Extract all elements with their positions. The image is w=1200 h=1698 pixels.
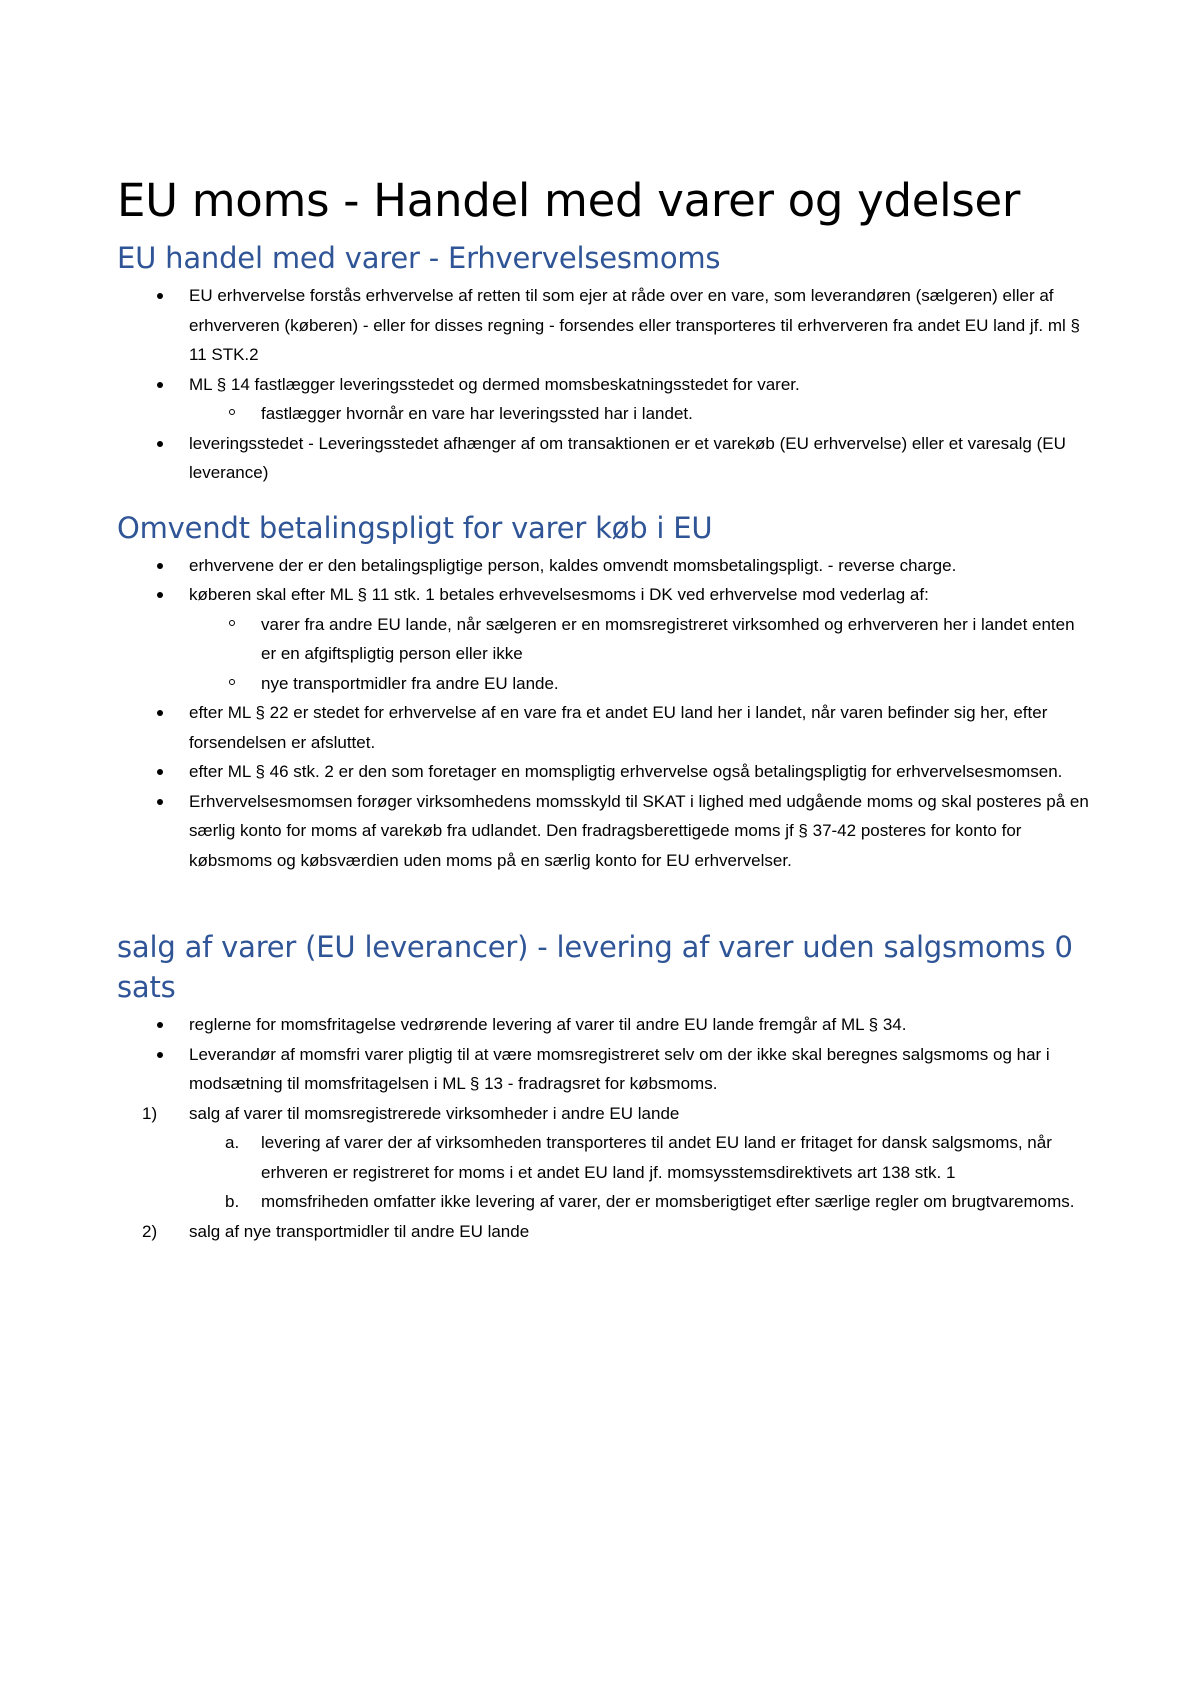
bullet-icon [157,1022,163,1028]
list-item-text: EU erhvervelse forstås erhvervelse af retten til som ejer at råde over en vare, som leverandøren (sælgeren) eller af erhververen (køberen) - eller for disses regning - forsendes eller transporteres til erhververen fra andet EU land jf. ml § 11 STK.2 [189,286,1080,364]
list-item [117,610,1090,669]
section-1-list [117,281,1090,488]
bullet-icon [157,710,163,716]
section-heading-omvendt: Omvendt betalingspligt for varer køb i EU [117,510,713,545]
circle-bullet-icon [229,679,235,685]
list-item-text: levering af varer der af virksomheden transporteres til andet EU land er fritaget for dansk salgsmoms, når erhveren er registreret for moms i et andet EU land jf. momsysstemsdirektivets art 138 stk. 1 [261,1133,1052,1182]
list-item [117,580,1090,610]
list-item [117,1040,1090,1099]
lettered-item [117,1128,1090,1187]
list-item-text: Erhvervelsesmomsen forøger virksomhedens momsskyld til SKAT i lighed med udgående moms og skal posteres på en særlig konto for moms af varekøb fra udlandet. Den fradragsberettigede moms jf § 37-42 posteres for konto for købsmoms og købsværdien uden moms på en særlig konto for EU erhvervelser. [189,791,1089,870]
bullet-icon [157,1052,163,1058]
list-item [117,281,1090,370]
list-item-text: nye transportmidler fra andre EU lande. [261,673,559,693]
list-item [117,698,1090,757]
list-item-text: efter ML § 22 er stedet for erhvervelse af en vare fra et andet EU land her i landet, når varen befinder sig her, efter forsendelsen er afsluttet. [189,703,1048,752]
bullet-icon [157,382,163,388]
list-letter: a. [225,1133,240,1152]
list-number: 1) [142,1103,158,1123]
list-number: 2) [142,1221,158,1241]
list-item-text: ML § 14 fastlægger leveringsstedet og dermed momsbeskatningsstedet for varer. [189,374,800,394]
bullet-icon [157,293,163,299]
list-item-text: salg af nye transportmidler til andre EU lande [189,1221,530,1241]
list-item-text: momsfriheden omfatter ikke levering af varer, der er momsberigtiget efter særlige regler om brugtvaremoms. [261,1192,1075,1211]
section-3-list [117,1010,1090,1246]
list-item-text: varer fra andre EU lande, når sælgeren er en momsregistreret virksomhed og erhververen her i landet enten er en afgiftspligtig person eller ikke [261,614,1075,663]
numbered-item [117,1099,1090,1129]
bullet-icon [157,441,163,447]
list-letter: b. [225,1192,240,1211]
list-item-text: efter ML § 46 stk. 2 er den som foretager en momspligtig erhvervelse også betalingspligtig for erhvervelsesmomsen. [189,762,1063,781]
list-item [117,551,1090,581]
list-item-text: fastlægger hvornår en vare har leveringssted har i landet. [261,404,693,423]
list-item-text: erhvervene der er den betalingspligtige person, kaldes omvendt momsbetalingspligt. - reverse charge. [189,555,957,575]
list-item-text: leveringsstedet - Leveringsstedet afhænger af om transaktionen er et varekøb (EU erhvervelse) eller et varesalg (EU leverance) [189,433,1066,482]
bullet-icon [157,769,163,775]
list-item [117,757,1090,787]
section-2-list [117,551,1090,876]
bullet-icon [157,799,163,805]
document-title: EU moms - Handel med varer og ydelser [117,174,1021,227]
section-heading-salg-af-varer: salg af varer (EU leverancer) - levering af varer uden salgsmoms 0 sats [117,930,1073,1004]
list-item [117,370,1090,400]
circle-bullet-icon [229,620,235,626]
list-item-text: køberen skal efter ML § 11 stk. 1 betales erhvevelsesmoms i DK ved erhvervelse mod vederlag af: [189,585,929,604]
lettered-item [117,1187,1090,1217]
list-item [117,399,1090,429]
list-item [117,669,1090,699]
list-item [117,429,1090,488]
circle-bullet-icon [229,409,235,415]
list-item-text: reglerne for momsfritagelse vedrørende levering af varer til andre EU lande fremgår af ML § 34. [189,1015,907,1034]
bullet-icon [157,592,163,598]
list-item-text: Leverandør af momsfri varer pligtig til at være momsregistreret selv om der ikke skal beregnes salgsmoms og har i modsætning til momsfritagelsen i ML § 13 - fradragsret for købsmoms. [189,1044,1050,1093]
list-item-text: salg af varer til momsregistrerede virksomheder i andre EU lande [189,1103,680,1123]
list-item [117,1010,1090,1040]
numbered-item [117,1217,1090,1247]
section-heading-eu-handel: EU handel med varer - Erhvervelsesmoms [117,241,721,275]
bullet-icon [157,563,163,569]
list-item [117,787,1090,876]
